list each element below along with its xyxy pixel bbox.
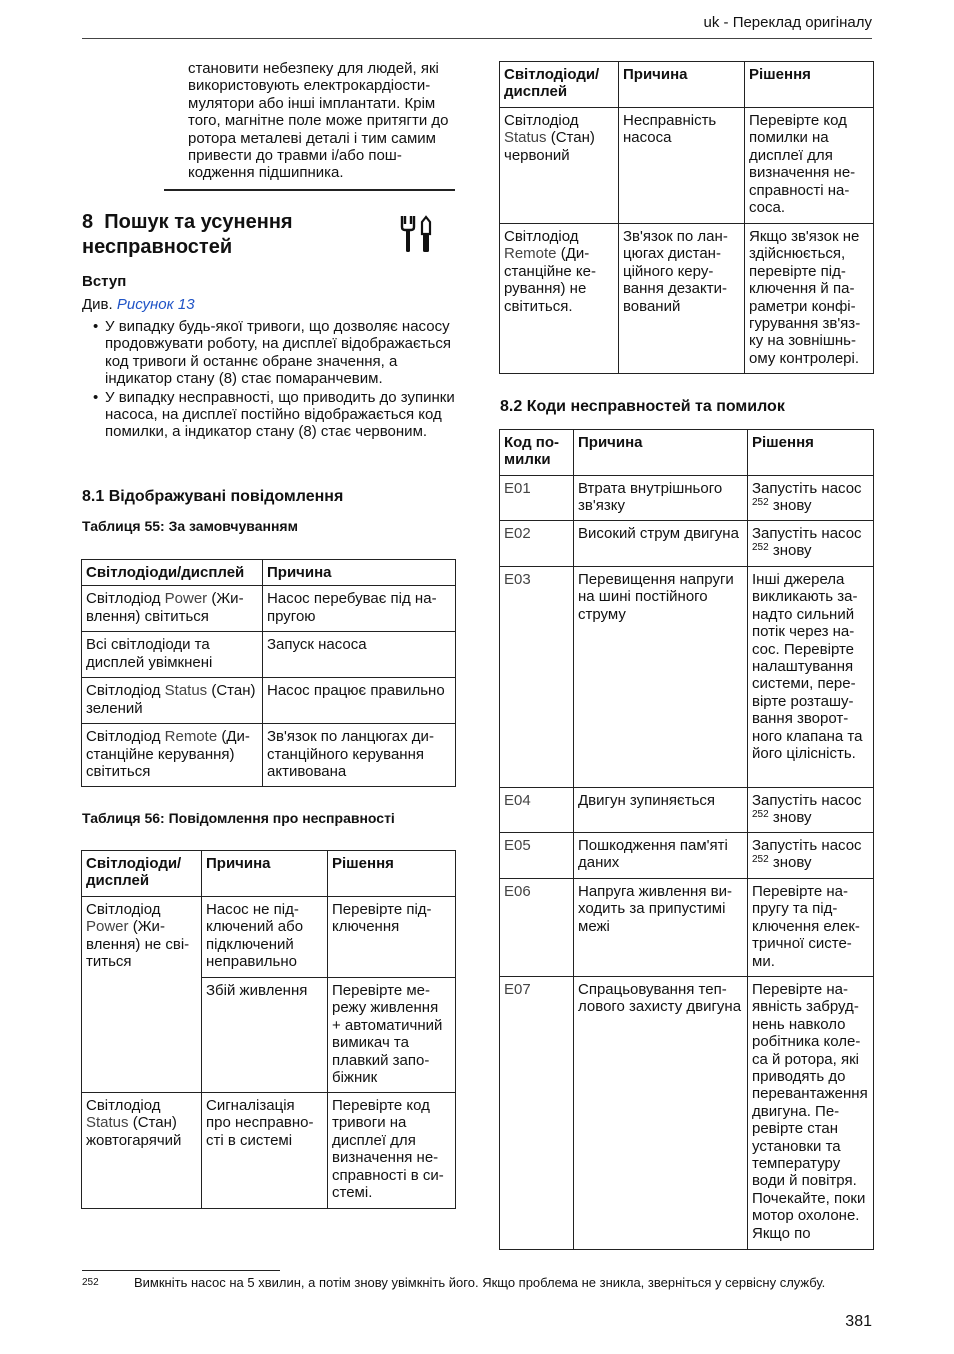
intro-heading: Вступ	[82, 273, 127, 290]
led-cell: Світлодіод Power (Живлення) не світиться	[82, 897, 202, 1093]
column-header: Рішення	[748, 430, 874, 476]
solution-cell: Запустіть насос $^{252}$ знову	[748, 833, 874, 879]
cause-cell: Сигналізація про несправності в системі	[202, 1093, 328, 1209]
solution-cell: Перевірте мережу живлення + автоматичний вимикач та плавкий запобіжник	[328, 978, 456, 1093]
column-header: Світлодіоди/ дисплей	[82, 851, 202, 897]
error-code-cell: E07	[500, 977, 574, 1250]
cause-cell: Зв'язок по ланцюгах дистанційного керування дезактивований	[619, 224, 745, 374]
table-row	[500, 521, 874, 567]
cause-cell: Насос працює правильно	[263, 678, 456, 724]
table-row	[82, 1093, 456, 1209]
solution-cell: Перевірте код помилки на дисплеї для визначення несправності насоса.	[745, 108, 874, 224]
section-8-number: 8	[82, 211, 94, 233]
solution-cell: Інші джерела викликають занадто сильний потік через насос. Перевірте налаштування системи, перевірте розташування зворотного клапана та його цілісність.	[748, 567, 874, 788]
table-56-caption: Таблиця 56: Повідомлення про несправності	[82, 810, 395, 826]
led-cell: Світлодіод Remote (Дистанційне керування) не світиться.	[500, 224, 619, 374]
table-row	[500, 833, 874, 879]
solution-cell: Перевірте код тривоги на дисплеї для визначення несправності в системі.	[328, 1093, 456, 1209]
footnote-ref[interactable]: 252	[752, 542, 769, 554]
solution-cell: Запустіть насос $^{252}$ знову	[748, 788, 874, 833]
column-header: Причина	[619, 62, 745, 108]
section-81-title: 8.1 Відображувані повідомлення	[82, 488, 344, 505]
solution-cell: Перевірте напругу та підключення електричної системи.	[748, 879, 874, 977]
see-prefix: Див.	[82, 296, 113, 313]
error-codes-table	[499, 429, 874, 1250]
section-8-title-text: Пошук та усунення несправностей	[82, 211, 293, 258]
column-header: Рішення	[745, 62, 874, 108]
table-row	[82, 586, 456, 632]
column-header: Причина	[263, 560, 456, 586]
column-header: Світлодіоди/ дисплей	[500, 62, 619, 108]
table-55	[81, 559, 456, 787]
column-header: Рішення	[328, 851, 456, 897]
led-cell: Всі світлодіоди та дисплей увімкнені	[82, 632, 263, 678]
error-code-cell: E06	[500, 879, 574, 977]
table-56-part-1	[81, 850, 456, 1209]
cause-cell: Пошкодження пам'яті даних	[574, 833, 748, 879]
cause-cell: Насос перебуває під напругою	[263, 586, 456, 632]
table-row	[82, 724, 456, 787]
page-header: uk - Переклад оригіналу	[703, 14, 872, 31]
table-row	[500, 977, 874, 1250]
column-header: Світлодіоди/дисплей	[82, 560, 263, 586]
table-header-row	[82, 851, 456, 897]
cause-cell: Перевищення напруги на шині постійного струму	[574, 567, 748, 788]
cause-cell: Напруга живлення виходить за припустимі межі	[574, 879, 748, 977]
solution-cell: Перевірте наявність забруднень навколо робітника колеса й ротора, які приводять до перевантаження двигуна. Перевірте стан установки та температуру води й повітря. Почекайте, поки мотор охолоне. Якщо по	[748, 977, 874, 1250]
table-row	[500, 224, 874, 374]
table-56-part-2	[499, 61, 874, 374]
bullet-item: • У випадку будь-якої тривоги, що дозволяє насосу продовжувати роботу, на дисплеї відображається код тривоги й останнє обране значення, а індикатор стану (8) стає помаранчевим.	[82, 318, 456, 388]
cause-cell: Двигун зупиняється	[574, 788, 748, 833]
solution-cell: Запустіть насос $^{252}$ знову	[748, 521, 874, 567]
bullet-item: • У випадку несправності, що приводить до зупинки насоса, на дисплеї постійно відображається код помилки, а індикатор стану (8) стає червоним.	[82, 389, 456, 441]
table-55-caption: Таблиця 55: За замовчуванням	[82, 518, 298, 534]
error-code-cell: E03	[500, 567, 574, 788]
section-82-title: 8.2 Коди несправностей та помилок	[500, 398, 785, 415]
table-row	[500, 879, 874, 977]
table-header-row	[82, 560, 456, 586]
footnote-ref[interactable]: 252	[752, 497, 769, 509]
led-cell: Світлодіод Status (Стан) червоний	[500, 108, 619, 224]
footnote-ref[interactable]: 252	[752, 854, 769, 866]
section-8-title	[82, 210, 382, 260]
footnote-ref[interactable]: 252	[752, 809, 769, 821]
cause-cell: Високий струм двигуна	[574, 521, 748, 567]
tools-icon	[399, 214, 433, 254]
intro-continuation: становити небезпеку для людей, які використовують електрокардіостимулятори або інші імплантати. Крім того, магнітне поле може притягти до ротора металеві деталі і тим самим привести до травми і/або пошкодження підшипника.	[188, 60, 449, 182]
table-header-row	[500, 430, 874, 476]
table-row	[82, 632, 456, 678]
led-cell: Світлодіод Remote (Дистанційне керування) світиться	[82, 724, 263, 787]
solution-cell: Запустіть насос $^{252}$ знову	[748, 476, 874, 521]
figure-link[interactable]: Рисунок 13	[116, 296, 195, 313]
table-header-row	[500, 62, 874, 108]
header-rule	[82, 38, 872, 39]
led-cell: Світлодіод Power (Живлення) світиться	[82, 586, 263, 632]
error-code-cell: E04	[500, 788, 574, 833]
table-row	[500, 788, 874, 833]
table-row	[82, 897, 456, 978]
error-code-cell: E05	[500, 833, 574, 879]
intro-bullets	[82, 318, 456, 442]
led-cell: Світлодіод Status (Стан) зелений	[82, 678, 263, 724]
table-row	[500, 108, 874, 224]
cause-cell: Зв'язок по ланцюгах дистанційного керування активована	[263, 724, 456, 787]
intro-rule	[164, 189, 455, 191]
solution-cell: Якщо зв'язок не здійснюється, перевірте підключення й параметри конфігурування зв'язку на зовнішньому контролері.	[745, 224, 874, 374]
cause-cell: Збій живлення	[202, 978, 328, 1093]
table-row	[500, 476, 874, 521]
solution-cell: Перевірте підключення	[328, 897, 456, 978]
cause-cell: Спрацьовування теплового захисту двигуна	[574, 977, 748, 1250]
error-code-cell: E01	[500, 476, 574, 521]
column-header: Код помилки	[500, 430, 574, 476]
cause-cell: Насос не підключений або підключений неправильно	[202, 897, 328, 978]
page-number: 381	[845, 1313, 872, 1330]
column-header: Причина	[574, 430, 748, 476]
see-reference	[82, 296, 195, 313]
led-cell: Світлодіод Status (Стан) жовтогарячий	[82, 1093, 202, 1209]
cause-cell: Втрата внутрішнього зв'язку	[574, 476, 748, 521]
column-header: Причина	[202, 851, 328, 897]
cause-cell: Запуск насоса	[263, 632, 456, 678]
footnote-rule	[82, 1270, 280, 1271]
error-code-cell: E02	[500, 521, 574, 567]
footnote-text: Вимкніть насос на 5 хвилин, а потім знову увімкніть його. Якщо проблема не зникла, зверніться у сервісну службу.	[134, 1275, 826, 1290]
table-row	[500, 567, 874, 788]
cause-cell: Несправність насоса	[619, 108, 745, 224]
table-row	[82, 678, 456, 724]
footnote-number: 252	[82, 1277, 99, 1288]
